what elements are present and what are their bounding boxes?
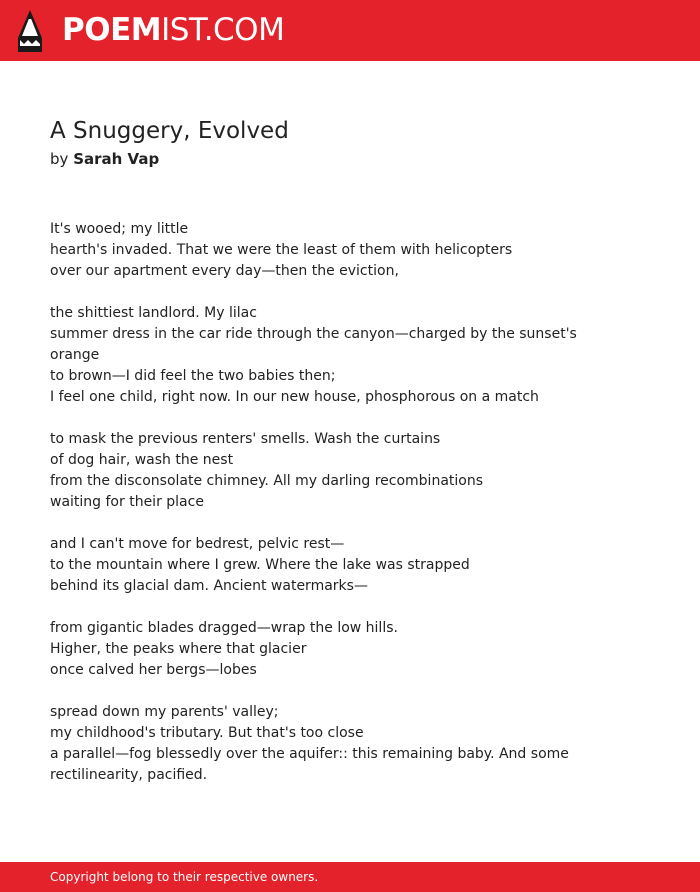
poem-line: and I can't move for bedrest, pelvic rest— (50, 536, 345, 552)
pencil-tip-icon (18, 10, 42, 52)
stanza (50, 618, 670, 681)
poem-line: from gigantic blades dragged—wrap the low hills. (50, 620, 398, 636)
poem-line: over our apartment every day—then the eviction, (50, 263, 399, 279)
poem-line: of dog hair, wash the nest (50, 452, 234, 468)
stanza (50, 702, 670, 786)
poem-line: waiting for their place (50, 494, 204, 510)
site-header (0, 0, 700, 61)
byline (50, 148, 159, 170)
poem-line: my childhood's tributary. But that's too close (50, 725, 364, 741)
poem-line: the shittiest landlord. My lilac (50, 305, 257, 321)
stanza (50, 534, 670, 597)
logo-light-text: IST.COM (161, 12, 285, 48)
stanza (50, 429, 670, 513)
by-label: by (50, 150, 69, 168)
poem-line: from the disconsolate chimney. All my darling recombinations (50, 473, 484, 489)
poem-line: to brown—I did feel the two babies then; (50, 368, 336, 384)
copyright-text: Copyright belong to their respective owners. (50, 870, 319, 884)
poem-line: orange (50, 347, 100, 363)
poem-line: summer dress in the car ride through the canyon—charged by the sunset's (50, 326, 577, 342)
stanza (50, 303, 670, 408)
poem-line: rectilinearity, pacified. (50, 767, 208, 783)
poem-line: to the mountain where I grew. Where the lake was strapped (50, 557, 470, 573)
poem-line: It's wooed; my little (50, 221, 189, 237)
poem-title: A Snuggery, Evolved (50, 118, 289, 144)
poem-line: once calved her bergs—lobes (50, 662, 257, 678)
stanza (50, 219, 670, 282)
site-footer (0, 862, 700, 892)
logo-bold-text: POEM (62, 12, 162, 48)
poem-line: to mask the previous renters' smells. Wash the curtains (50, 431, 441, 447)
poem-line: Higher, the peaks where that glacier (50, 641, 307, 657)
author-name: Sarah Vap (73, 150, 160, 168)
poem-line: behind its glacial dam. Ancient watermarks— (50, 578, 368, 594)
poem-line: hearth's invaded. That we were the least of them with helicopters (50, 242, 513, 258)
poem-line: I feel one child, right now. In our new house, phosphorous on a match (50, 389, 539, 405)
site-logo[interactable] (62, 11, 284, 49)
poem-body (50, 219, 670, 807)
poem-line: a parallel—fog blessedly over the aquifer:: this remaining baby. And some (50, 746, 569, 762)
poem-line: spread down my parents' valley; (50, 704, 279, 720)
